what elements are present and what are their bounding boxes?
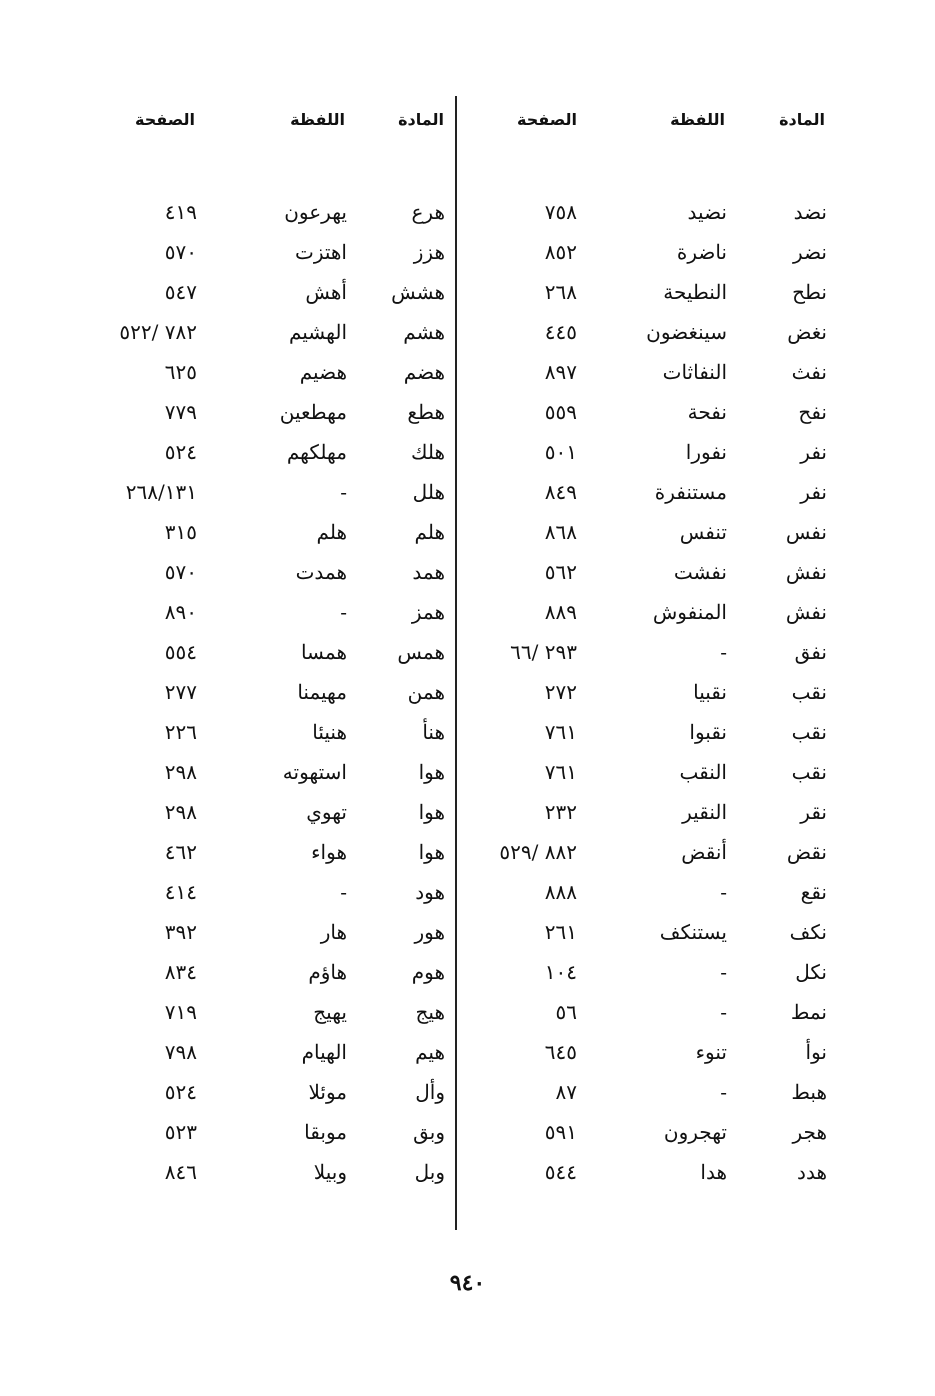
right-table-root-cell: نقب — [791, 720, 827, 744]
left-table-word-cell: اهتزت — [294, 240, 347, 264]
left-table-page-cell: ٢٧٧ — [164, 680, 197, 704]
right-table-page-cell: ٨٨٢ /٥٢٩ — [499, 840, 577, 864]
right-table-root-cell: نفس — [785, 520, 827, 544]
right-header-page: الصفحة — [516, 110, 577, 129]
left-table-root-cell: هلك — [410, 440, 445, 464]
left-table-root-cell: هشم — [403, 320, 445, 344]
left-table-root-cell: هوم — [411, 960, 445, 984]
right-table-root-cell: نكل — [795, 960, 827, 984]
left-table-word-cell: مهطعين — [279, 400, 347, 424]
right-table-page-cell: ٧٥٨ — [544, 200, 577, 224]
right-table-page-cell: ٨٥٢ — [544, 240, 577, 264]
right-table-word-cell: سينغضون — [646, 320, 727, 344]
left-table-page-cell: ٤١٩ — [164, 200, 197, 224]
right-table-root-cell: نطح — [792, 280, 827, 304]
right-table-page-cell: ٥٦ — [555, 1000, 577, 1024]
page-number: ٩٤٠ — [449, 1270, 486, 1296]
right-table-word-cell: تهجرون — [663, 1120, 727, 1144]
right-table-root-cell: نفر — [800, 480, 827, 504]
left-table-root-cell: هوا — [418, 800, 445, 824]
right-table-word-cell: النفاثات — [662, 360, 727, 384]
left-table-root-cell: وبق — [413, 1120, 445, 1144]
right-table-page-cell: ٧٦١ — [544, 760, 577, 784]
left-table-word-cell: - — [340, 600, 347, 624]
left-table-page-cell: ٧٩٨ — [164, 1040, 197, 1064]
right-table-root-cell: نكف — [789, 920, 827, 944]
left-table-root-cell: هضم — [403, 360, 445, 384]
left-table-page-cell: ٨٩٠ — [164, 600, 197, 624]
right-table-root-cell: نفق — [794, 640, 827, 664]
left-table-root-cell: هزز — [413, 240, 445, 264]
left-table-root-column — [391, 198, 445, 1198]
right-table-page-cell: ٢٦٨ — [544, 280, 577, 304]
right-table-page-cell: ٤٤٥ — [544, 320, 577, 344]
right-table-root-cell: نوأ — [805, 1040, 827, 1064]
left-table-page-column — [119, 198, 197, 1198]
right-table-word-cell: نقبيا — [693, 680, 727, 704]
right-table-root-cell: نفث — [791, 360, 827, 384]
right-table-word-cell: - — [720, 960, 727, 984]
right-table-word-cell: النطيحة — [663, 280, 727, 304]
left-table-page-cell: ٥٢٣ — [164, 1120, 197, 1144]
left-table-page-cell: ٣١٥ — [164, 520, 197, 544]
right-table-page-cell: ٥٩١ — [544, 1120, 577, 1144]
left-table-page-cell: ٢٢٦ — [164, 720, 197, 744]
left-table-word-cell: الهيام — [301, 1040, 347, 1064]
right-table-word-cell: نقبوا — [689, 720, 727, 744]
left-table-word-cell: هار — [320, 920, 347, 944]
left-table-root-cell: وبل — [414, 1160, 445, 1184]
left-table-word-cell: الهشيم — [288, 320, 347, 344]
left-table-root-cell: هيم — [415, 1040, 445, 1064]
right-table-word-cell: تنوء — [695, 1040, 727, 1064]
right-table-word-cell: - — [720, 1080, 727, 1104]
left-header-word: اللفظة — [290, 110, 345, 129]
right-table-page-cell: ٧٦١ — [544, 720, 577, 744]
left-table-word-cell: يهرعون — [284, 200, 347, 224]
left-table-page-cell: ٤١٤ — [164, 880, 197, 904]
right-table-root-cell: نقر — [800, 800, 827, 824]
left-table-page-cell: ٥٢٤ — [164, 1080, 197, 1104]
right-table-root-cell: نغض — [787, 320, 827, 344]
left-table-page-cell: ٣٩٢ — [164, 920, 197, 944]
left-table-page-cell: ٥٥٤ — [164, 640, 197, 664]
column-divider — [455, 96, 457, 1230]
right-table-word-cell: نفورا — [685, 440, 727, 464]
left-table-root-cell: هلل — [412, 480, 445, 504]
left-table-word-cell: يهيج — [313, 1000, 347, 1024]
left-table-root-cell: هور — [414, 920, 445, 944]
right-table-page-column — [499, 198, 577, 1198]
right-table-root-cell: هجر — [792, 1120, 827, 1144]
right-table-page-cell: ١٠٤ — [544, 960, 577, 984]
right-header-root: المادة — [779, 110, 825, 129]
left-header-page: الصفحة — [134, 110, 195, 129]
right-table-page-cell: ٨٤٩ — [544, 480, 577, 504]
left-table-page-cell: ٢٩٨ — [164, 800, 197, 824]
right-table-root-cell: نفش — [785, 600, 827, 624]
right-table-word-cell: - — [720, 1000, 727, 1024]
right-table-word-cell: يستنكف — [659, 920, 727, 944]
right-table-root-cell: نمط — [790, 1000, 827, 1024]
left-table-root-cell: هوا — [418, 760, 445, 784]
right-table-word-cell: - — [720, 640, 727, 664]
right-table-root-cell: هبط — [791, 1080, 827, 1104]
right-table-root-cell: نضر — [793, 240, 827, 264]
right-table-page-cell: ٢٧٢ — [544, 680, 577, 704]
left-table-root-cell: وأل — [415, 1080, 445, 1104]
right-table-page-cell: ٥٦٢ — [544, 560, 577, 584]
left-table-root-cell: هيج — [415, 1000, 445, 1024]
right-table-page-cell: ٥٤٤ — [544, 1160, 577, 1184]
right-table-word-cell: ناضرة — [676, 240, 727, 264]
left-table-page-cell: ٨٤٦ — [164, 1160, 197, 1184]
left-table-word-cell: هنيئا — [312, 720, 347, 744]
left-table-word-cell: همسا — [300, 640, 347, 664]
right-table-page-cell: ٥٥٩ — [544, 400, 577, 424]
left-table-page-cell: ٦٢٥ — [164, 360, 197, 384]
left-table-word-cell: مهلكهم — [286, 440, 347, 464]
left-table-root-cell: هنأ — [422, 720, 445, 744]
left-table-root-cell: هطع — [407, 400, 445, 424]
left-table-root-cell: همد — [412, 560, 445, 584]
left-table-page-cell: ٧٨٢ /٥٢٢ — [119, 320, 197, 344]
right-table-word-column — [646, 198, 727, 1198]
left-table-word-cell: تهوي — [306, 800, 347, 824]
left-table-word-cell: مهيمنا — [297, 680, 347, 704]
right-table-word-cell: مستنفرة — [654, 480, 727, 504]
right-table-page-cell: ٢٦١ — [544, 920, 577, 944]
left-table-word-cell: - — [340, 480, 347, 504]
right-table-word-cell: نضيد — [687, 200, 727, 224]
left-table-word-cell: وبيلا — [313, 1160, 347, 1184]
right-table-word-cell: النقير — [682, 800, 727, 824]
right-table-root-cell: نقب — [791, 680, 827, 704]
left-table-page-cell: ٢٩٨ — [164, 760, 197, 784]
left-table-root-cell: همن — [407, 680, 445, 704]
right-table-page-cell: ٨٧ — [555, 1080, 577, 1104]
left-table-root-cell: هوا — [418, 840, 445, 864]
right-table-word-cell: نفحة — [687, 400, 727, 424]
right-table-root-cell: نفر — [800, 440, 827, 464]
left-table-word-cell: موبقا — [304, 1120, 347, 1144]
right-table-word-cell: أنقض — [681, 840, 727, 864]
right-table-root-cell: نقع — [800, 880, 827, 904]
right-table-word-cell: نفشت — [673, 560, 727, 584]
right-table-word-cell: النقب — [679, 760, 727, 784]
left-table-page-cell: ٥٧٠ — [164, 240, 197, 264]
left-table-word-cell: هلم — [316, 520, 347, 544]
right-table-page-cell: ٥٠١ — [544, 440, 577, 464]
left-table-page-cell: ٥٢٤ — [164, 440, 197, 464]
left-table-word-cell: استهوته — [282, 760, 347, 784]
left-table-word-cell: هضيم — [299, 360, 347, 384]
left-table-root-cell: هرع — [411, 200, 445, 224]
left-table-page-cell: ٨٣٤ — [164, 960, 197, 984]
left-table-page-cell: ٥٧٠ — [164, 560, 197, 584]
left-header-root: المادة — [398, 110, 444, 129]
right-header-word: اللفظة — [670, 110, 725, 129]
right-table-page-cell: ٨٨٨ — [544, 880, 577, 904]
right-table-word-cell: - — [720, 880, 727, 904]
left-table-page-cell: ٧٧٩ — [164, 400, 197, 424]
right-table-root-cell: نفش — [785, 560, 827, 584]
left-table-page-cell: ٥٤٧ — [164, 280, 197, 304]
right-table-page-cell: ٨٦٨ — [544, 520, 577, 544]
right-table-page-cell: ٨٩٧ — [544, 360, 577, 384]
right-table-root-column — [786, 198, 827, 1198]
left-table-word-cell: - — [340, 880, 347, 904]
left-table-word-cell: أهش — [305, 280, 347, 304]
left-table-page-cell: ٤٦٢ — [164, 840, 197, 864]
left-table-page-cell: ٧١٩ — [164, 1000, 197, 1024]
right-table-word-cell: تنفس — [679, 520, 727, 544]
right-table-root-cell: نضد — [793, 200, 827, 224]
left-table-word-cell: هاؤم — [308, 960, 347, 984]
left-table-root-cell: هلم — [414, 520, 445, 544]
right-table-page-cell: ٢٩٣ /٦٦ — [510, 640, 577, 664]
left-table-root-cell: همس — [397, 640, 445, 664]
left-table-root-cell: هود — [415, 880, 445, 904]
left-table-root-cell: هشش — [391, 280, 445, 304]
right-table-root-cell: نقب — [791, 760, 827, 784]
left-table-word-cell: موئلا — [308, 1080, 347, 1104]
right-table-page-cell: ٦٤٥ — [544, 1040, 577, 1064]
right-table-page-cell: ٨٨٩ — [544, 600, 577, 624]
left-table-root-cell: همز — [411, 600, 445, 624]
left-table-word-column — [280, 198, 347, 1198]
left-table-page-cell: ٢٦٨/١٣١ — [125, 480, 197, 504]
right-table-root-cell: نفح — [798, 400, 827, 424]
right-table-root-cell: هدد — [797, 1160, 827, 1184]
left-table-word-cell: همدت — [295, 560, 347, 584]
right-table-word-cell: هدا — [700, 1160, 727, 1184]
left-table-word-cell: هواء — [311, 840, 347, 864]
right-table-word-cell: المنفوش — [652, 600, 727, 624]
right-table-page-cell: ٢٣٢ — [544, 800, 577, 824]
right-table-root-cell: نقض — [786, 840, 827, 864]
